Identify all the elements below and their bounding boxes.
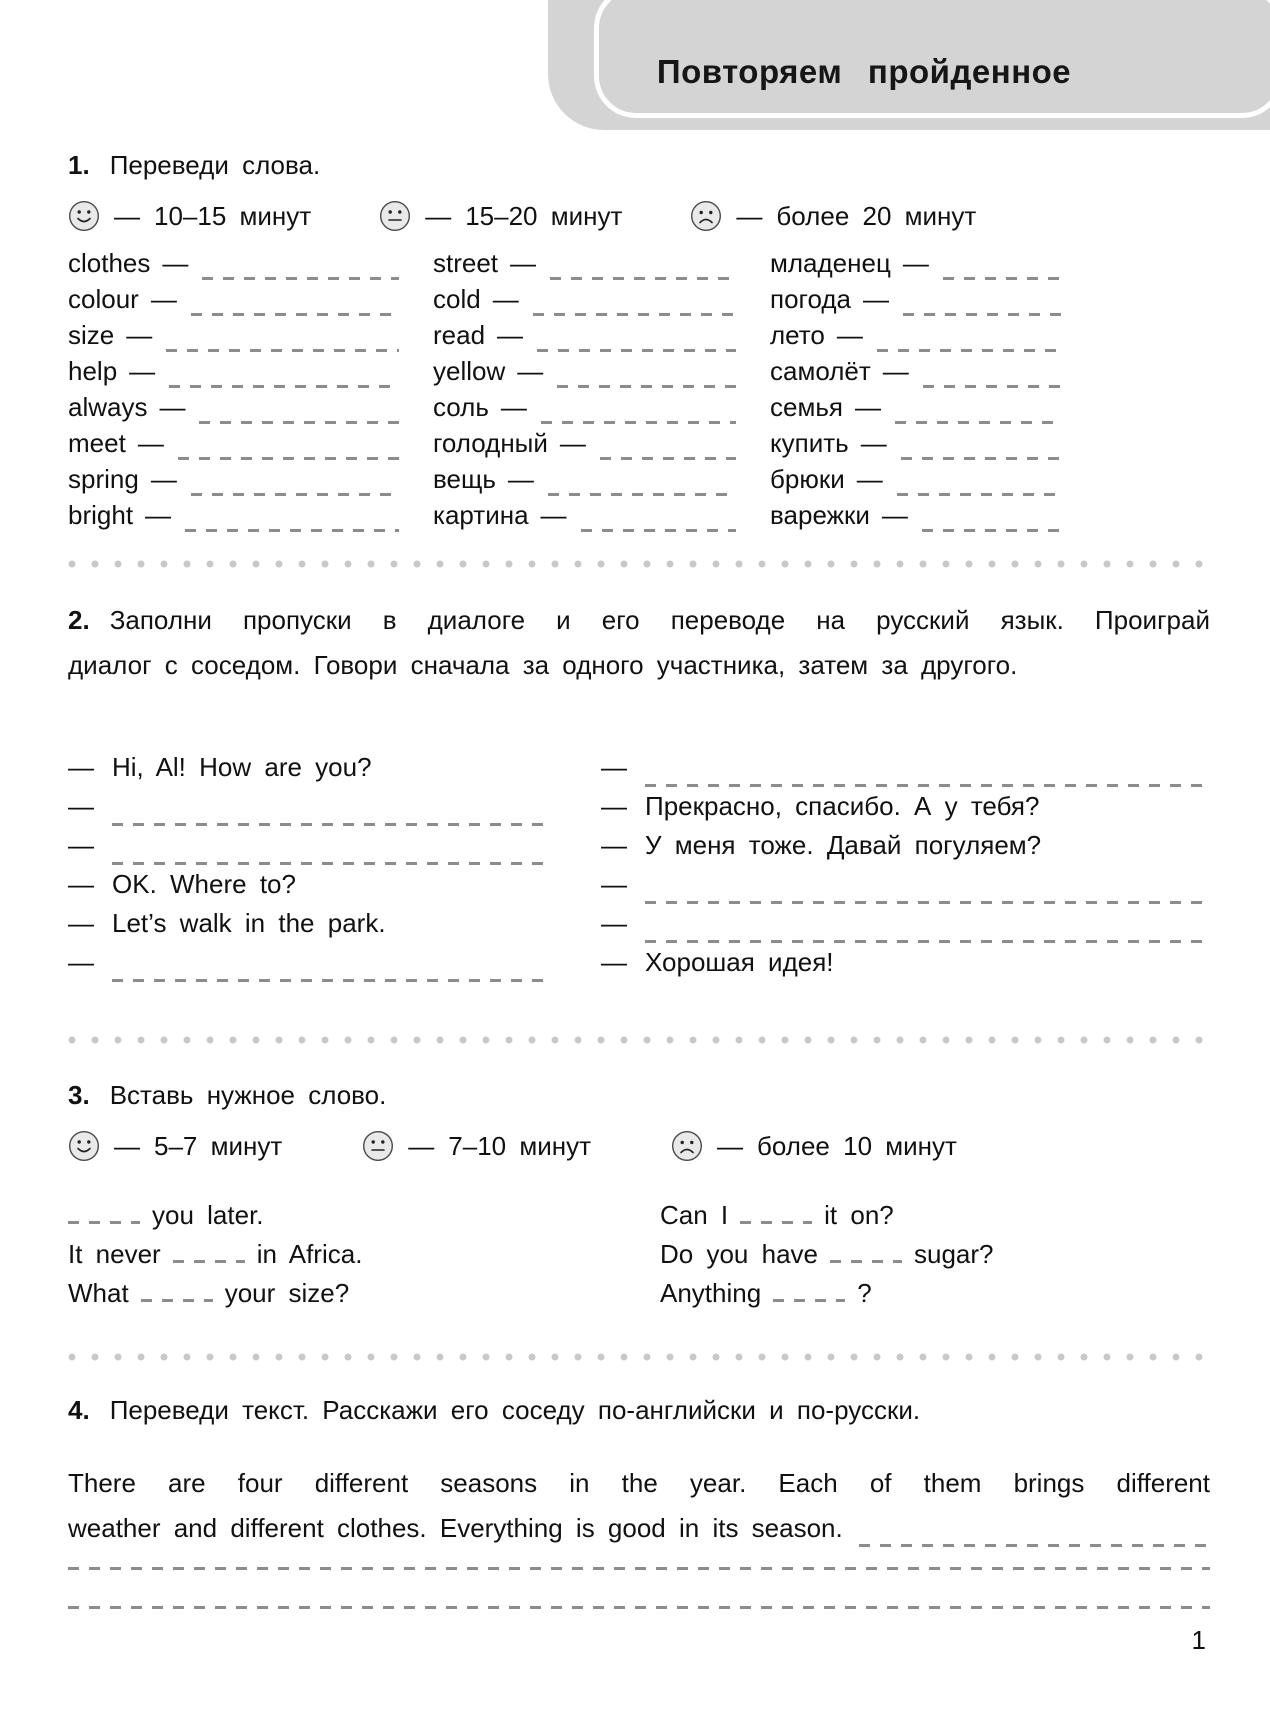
sentence-text: in Africa. — [256, 1239, 363, 1269]
dash: — — [408, 1130, 435, 1161]
word-label: купить — [770, 428, 849, 458]
sentence-text: Can I — [660, 1200, 729, 1230]
dialog-line — [68, 791, 543, 830]
word-label: colour — [68, 284, 139, 314]
fill-in-grid — [68, 1200, 1210, 1317]
sentence-text: ? — [857, 1278, 872, 1308]
time-label: 7–10 минут — [448, 1130, 592, 1161]
word-label: младенец — [770, 248, 891, 278]
dot-divider — [68, 1036, 1210, 1044]
time-legend — [68, 198, 1210, 234]
answer-blank — [178, 457, 399, 460]
dialog-line — [68, 752, 543, 791]
exercise-4 — [68, 1393, 1210, 1609]
dash: — — [856, 464, 883, 494]
dash: — — [540, 500, 567, 530]
dash: — — [162, 248, 189, 278]
dash: — — [736, 200, 763, 231]
dash: — — [114, 200, 140, 231]
dialog-line — [68, 830, 543, 869]
dialog-line — [601, 908, 1210, 947]
word-label: cold — [433, 284, 481, 314]
time-label: 5–7 минут — [154, 1130, 283, 1161]
exercise-instruction: Вставь нужное слово. — [109, 1080, 387, 1110]
dash: — — [517, 356, 544, 386]
translation-item — [770, 356, 1210, 392]
translation-item — [770, 500, 1210, 536]
exercise-3 — [68, 1078, 1210, 1317]
dash: — — [902, 248, 929, 278]
time-label: более 20 минут — [776, 200, 977, 231]
translation-item — [433, 464, 770, 500]
dialog-line — [601, 947, 1210, 986]
answer-blank — [923, 385, 1062, 388]
answer-blank — [645, 901, 1210, 904]
word-label: вещь — [433, 464, 496, 494]
translation-item — [68, 500, 433, 536]
answer-line — [68, 1567, 1210, 1570]
exercise-3-title — [68, 1078, 1210, 1112]
dialog-text: Let’s walk in the park. — [112, 908, 386, 938]
sentence-text: you later. — [152, 1200, 264, 1230]
exercise-4-title — [68, 1393, 1210, 1427]
section-header-frame — [594, 0, 1270, 118]
smiley-sad-icon — [690, 200, 722, 232]
dash: — — [601, 947, 627, 977]
dash: — — [500, 392, 527, 422]
translation-item — [433, 356, 770, 392]
translation-item — [770, 248, 1210, 284]
sentence-text: What — [68, 1278, 129, 1308]
answer-blank — [922, 529, 1062, 532]
dash: — — [881, 500, 908, 530]
fill-sentence — [68, 1278, 660, 1317]
dash: — — [862, 284, 889, 314]
time-item-neutral — [379, 200, 622, 232]
dash: — — [601, 869, 627, 899]
translation-item — [68, 464, 433, 500]
instruction-line — [68, 598, 1210, 643]
answer-blank — [557, 385, 736, 388]
sentence-text: Anything — [660, 1278, 762, 1308]
answer-blank — [169, 385, 399, 388]
exercise-number: 1. — [68, 150, 90, 180]
time-label: 15–20 минут — [465, 200, 623, 231]
sentence-text: it on? — [824, 1200, 894, 1230]
exercise-1-title — [68, 148, 1210, 182]
word-label: соль — [433, 392, 489, 422]
dash: — — [836, 320, 863, 350]
dialog-grid — [68, 752, 1210, 986]
dash: — — [150, 284, 177, 314]
dash: — — [68, 908, 94, 938]
dash: — — [68, 830, 94, 860]
fill-sentence — [660, 1239, 1210, 1278]
dash: — — [860, 428, 887, 458]
word-label: spring — [68, 464, 139, 494]
exercise-number: 4. — [68, 1395, 90, 1425]
section-title: Повторяем пройденное — [656, 53, 1072, 90]
translation-item — [68, 356, 433, 392]
time-label: 10–15 минут — [154, 200, 312, 231]
paragraph-text: weather and different clothes. Everything is good in its season. — [68, 1513, 843, 1543]
answer-blank — [112, 862, 543, 865]
sentence-text: your size? — [224, 1278, 350, 1308]
exercise-2 — [68, 598, 1210, 986]
answer-blank — [533, 313, 736, 316]
sentence-text: Do you have — [660, 1239, 818, 1269]
fill-sentence — [660, 1278, 1210, 1317]
dash: — — [68, 752, 94, 782]
translation-item — [770, 284, 1210, 320]
answer-blank — [112, 823, 543, 826]
answer-blank — [202, 277, 399, 280]
smiley-sad-icon — [671, 1130, 703, 1162]
dialog-line — [601, 869, 1210, 908]
answer-blank — [859, 1544, 1210, 1547]
dash: — — [425, 200, 452, 231]
dash: — — [159, 392, 186, 422]
dialog-line — [601, 752, 1210, 791]
dash: — — [492, 284, 519, 314]
exercise-number: 3. — [68, 1080, 90, 1110]
sentence-text: sugar? — [913, 1239, 994, 1269]
inline-blank — [68, 1221, 140, 1224]
word-label: брюки — [770, 464, 845, 494]
dash: — — [601, 908, 627, 938]
answer-blank — [903, 313, 1062, 316]
translation-item — [433, 248, 770, 284]
word-label: size — [68, 320, 115, 350]
translation-item — [770, 464, 1210, 500]
word-label: meet — [68, 428, 126, 458]
sentence-text: It never — [68, 1239, 161, 1269]
smiley-happy-icon — [68, 1130, 100, 1162]
answer-blank — [901, 457, 1062, 460]
fill-sentence — [660, 1200, 1210, 1239]
paragraph-line — [68, 1506, 1210, 1551]
smiley-neutral-icon — [379, 200, 411, 232]
inline-blank — [173, 1260, 245, 1263]
translation-item — [433, 284, 770, 320]
answer-blank — [548, 493, 736, 496]
smiley-neutral-icon — [362, 1130, 394, 1162]
word-label: read — [433, 320, 486, 350]
exercise-instruction: Переведи слова. — [109, 150, 321, 180]
dash: — — [68, 869, 94, 899]
section-header — [548, 0, 1270, 130]
dash: — — [129, 356, 156, 386]
answer-blank — [185, 529, 399, 532]
translation-item — [68, 284, 433, 320]
word-label: картина — [433, 500, 529, 530]
answer-blank — [537, 349, 736, 352]
fill-sentence — [68, 1239, 660, 1278]
translation-item — [433, 320, 770, 356]
smiley-happy-icon — [68, 200, 100, 232]
exercise-number: 2. — [68, 605, 90, 635]
dialog-line — [68, 908, 543, 947]
instruction-text: Заполни пропуски в диалоге и его переводе на русский язык. Проиграй — [109, 605, 1210, 635]
answer-blank — [541, 421, 736, 424]
dash: — — [601, 791, 627, 821]
exercise-instruction: Переведи текст. Расскажи его соседу по-английски и по-русски. — [109, 1395, 921, 1425]
instruction-line: диалог с соседом. Говори сначала за одного участника, затем за другого. — [68, 650, 1018, 680]
answer-blank — [550, 277, 736, 280]
word-label: always — [68, 392, 148, 422]
dash: — — [854, 392, 881, 422]
answer-blank — [199, 421, 399, 424]
dialog-line — [601, 791, 1210, 830]
inline-blank — [830, 1260, 902, 1263]
answer-blank — [600, 457, 736, 460]
dash: — — [145, 500, 172, 530]
time-item-neutral — [362, 1130, 591, 1162]
translation-grid — [68, 248, 1210, 536]
dialog-line — [68, 947, 543, 986]
fill-sentence — [68, 1200, 660, 1239]
word-label: clothes — [68, 248, 151, 278]
word-label: street — [433, 248, 499, 278]
dot-divider — [68, 560, 1210, 568]
translation-item — [770, 428, 1210, 464]
dialog-line — [68, 869, 543, 908]
word-label: yellow — [433, 356, 506, 386]
dash: — — [717, 1130, 744, 1161]
translation-item — [433, 428, 770, 464]
dash: — — [68, 947, 94, 977]
word-label: самолёт — [770, 356, 871, 386]
translation-item — [770, 392, 1210, 428]
answer-line — [68, 1606, 1210, 1609]
dialog-text: OK. Where to? — [112, 869, 296, 899]
time-item-happy — [68, 200, 311, 232]
word-label: погода — [770, 284, 851, 314]
dash: — — [68, 791, 94, 821]
translation-item — [433, 500, 770, 536]
answer-blank — [112, 979, 543, 982]
answer-blank — [581, 529, 736, 532]
time-label: более 10 минут — [757, 1130, 957, 1161]
inline-blank — [773, 1299, 845, 1302]
dash: — — [150, 464, 177, 494]
answer-blank — [897, 493, 1062, 496]
inline-blank — [141, 1299, 213, 1302]
dialog-text: У меня тоже. Давай погуляем? — [645, 830, 1042, 860]
time-item-happy — [68, 1130, 282, 1162]
dash: — — [559, 428, 586, 458]
translation-paragraph — [68, 1461, 1210, 1551]
answer-blank — [191, 313, 399, 316]
answer-blank — [943, 277, 1062, 280]
answer-blank — [645, 940, 1210, 943]
dash: — — [507, 464, 534, 494]
answer-blank — [877, 349, 1062, 352]
time-item-sad — [690, 200, 976, 232]
dash: — — [497, 320, 524, 350]
paragraph-line: There are four different seasons in the year. Each of them brings different — [68, 1468, 1210, 1498]
page-number: 1 — [1191, 1625, 1206, 1655]
answer-blank — [166, 349, 399, 352]
dot-divider — [68, 1353, 1210, 1361]
exercise-2-instruction — [68, 598, 1210, 688]
word-label: варежки — [770, 500, 870, 530]
translation-item — [68, 248, 433, 284]
translation-item — [68, 392, 433, 428]
dash: — — [601, 830, 627, 860]
word-label: bright — [68, 500, 134, 530]
translation-item — [433, 392, 770, 428]
translation-item — [770, 320, 1210, 356]
dash: — — [126, 320, 153, 350]
dash: — — [137, 428, 164, 458]
dialog-text: Hi, Al! How are you? — [112, 752, 372, 782]
word-label: голодный — [433, 428, 548, 458]
dialog-text: Прекрасно, спасибо. А у тебя? — [645, 791, 1040, 821]
answer-blank — [191, 493, 399, 496]
word-label: семья — [770, 392, 843, 422]
answer-blank — [645, 784, 1210, 787]
word-label: лето — [770, 320, 825, 350]
dialog-text: Хорошая идея! — [645, 947, 834, 977]
dash: — — [601, 752, 627, 782]
exercise-1 — [68, 148, 1210, 536]
inline-blank — [740, 1221, 812, 1224]
dash: — — [114, 1130, 140, 1161]
time-item-sad — [671, 1130, 957, 1162]
translation-item — [68, 428, 433, 464]
dash: — — [882, 356, 909, 386]
dialog-line — [601, 830, 1210, 869]
answer-blank — [895, 421, 1062, 424]
time-legend — [68, 1128, 1210, 1164]
translation-item — [68, 320, 433, 356]
dash: — — [510, 248, 537, 278]
word-label: help — [68, 356, 118, 386]
